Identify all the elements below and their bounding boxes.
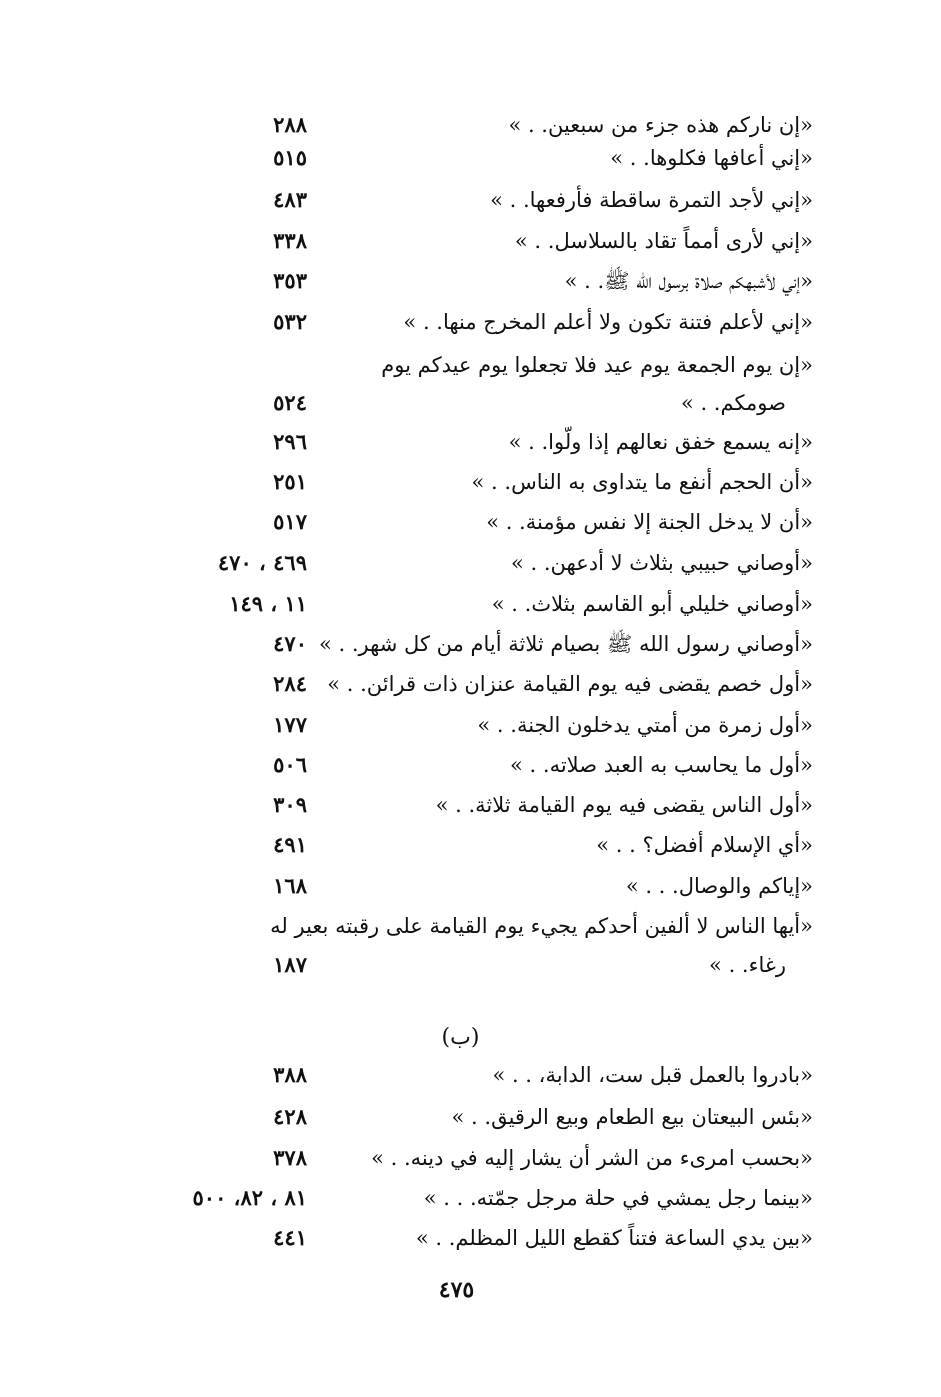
index-entry: [0, 866, 941, 906]
index-entry: [0, 705, 941, 745]
page-reference: ٥١٧: [273, 509, 307, 534]
page-reference: ٣٨٨: [273, 1062, 307, 1087]
page-reference: ٤٨٣: [273, 187, 307, 212]
index-entry: [0, 502, 941, 542]
index-entry: [0, 906, 941, 946]
page-reference: ١١ ، ١٤٩: [229, 591, 307, 616]
index-entry: [0, 180, 941, 220]
hadith-text: «أول خصم يقضى فيه يوم القيامة عنزان ذات قرائن. . »: [327, 672, 813, 696]
index-entry: [0, 664, 941, 704]
page-reference: ٥١٥: [273, 145, 307, 170]
page-reference: ٥٢٤: [273, 390, 307, 415]
index-entry: [0, 462, 941, 502]
page-reference: ٤٧٠: [273, 631, 307, 656]
index-entry: [0, 1218, 941, 1258]
page-reference: ٢٥١: [273, 469, 307, 494]
index-entry: [0, 138, 941, 178]
index-entry: [0, 1097, 941, 1137]
index-entry: [0, 383, 941, 423]
page-reference: ٣٥٣: [273, 268, 307, 293]
hadith-text: «بئس البيعتان بيع الطعام وبيع الرقيق. . »: [451, 1105, 813, 1129]
hadith-text: «أن الحجم أنفع ما يتداوى به الناس. . »: [471, 470, 813, 494]
hadith-text: «أول الناس يقضى فيه يوم القيامة ثلاثة. . »: [435, 793, 813, 817]
hadith-text: «إني لأجد التمرة ساقطة فأرفعها. . »: [490, 188, 813, 212]
index-entry: [0, 1138, 941, 1178]
page-reference: ٢٩٦: [273, 429, 307, 454]
page-reference: ٥٠٦: [273, 752, 307, 777]
hadith-text: «بحسب امرىء من الشر أن يشار إليه في دينه. . »: [371, 1146, 813, 1170]
hadith-text: «إنه يسمع خفق نعالهم إذا ولّوا. . »: [508, 430, 813, 454]
index-entry: [0, 345, 941, 385]
index-entry: [0, 1178, 941, 1218]
page-reference: ٥٣٢: [273, 309, 307, 334]
page-reference: ٢٨٤: [273, 671, 307, 696]
index-entry: [0, 422, 941, 462]
index-entry: [0, 825, 941, 865]
hadith-text: صومكم. . »: [680, 391, 786, 415]
hadith-text: «إياكم والوصال. . . »: [625, 874, 813, 898]
hadith-text: «إني لأرى أمماً تقاد بالسلاسل. . »: [514, 229, 813, 253]
hadith-text: «أول زمرة من أمتي يدخلون الجنة. . »: [477, 713, 813, 737]
page-number: ٤٧٥: [438, 1277, 475, 1303]
page-reference: ١٧٧: [273, 712, 307, 737]
index-entry: [0, 945, 941, 985]
index-entry: [0, 261, 941, 301]
index-entry: [0, 624, 941, 664]
page-reference: ٤٩١: [273, 832, 307, 857]
index-entry: [0, 221, 941, 261]
section-heading-ba: (ب): [441, 1025, 480, 1050]
page-reference: ٤٤١: [273, 1225, 307, 1250]
hadith-text: رغاء. . »: [709, 953, 786, 977]
index-entry: [0, 1055, 941, 1095]
hadith-text: «أوصاني خليلي أبو القاسم بثلاث. . »: [491, 592, 813, 616]
index-entry: [0, 785, 941, 825]
hadith-text: «أوصاني رسول الله ﷺ بصيام ثلاثة أيام من كل شهر. . »: [318, 632, 813, 656]
hadith-text: «بينما رجل يمشي في حلة مرجل جمّته. . . »: [423, 1186, 813, 1210]
page-reference: ٤٢٨: [273, 1104, 307, 1129]
hadith-text: «إني لأشبهكم صلاة برسول الله ﷺ. . »: [564, 269, 813, 293]
hadith-text: «أوصاني حبيبي بثلاث لا أدعهن. . »: [511, 551, 813, 575]
page-reference: ١٦٨: [273, 873, 307, 898]
hadith-text: «أيها الناس لا ألفين أحدكم يجيء يوم القيامة على رقبته بعير له: [270, 914, 813, 938]
hadith-text: «إني لأعلم فتنة تكون ولا أعلم المخرج منها. . »: [403, 310, 813, 334]
hadith-text: «إني أعافها فكلوها. . »: [610, 146, 813, 170]
page-reference: ٤٦٩ ، ٤٧٠: [217, 550, 307, 575]
index-entry: [0, 302, 941, 342]
page-reference: ٨١ ، ٨٢، ٥٠٠: [192, 1185, 307, 1210]
hadith-text: «إن ناركم هذه جزء من سبعين. . »: [508, 113, 813, 137]
index-entry: [0, 543, 941, 583]
page-reference: ٢٨٨: [273, 112, 307, 137]
hadith-text: «أي الإسلام أفضل؟ . . »: [596, 833, 813, 857]
index-entry: [0, 745, 941, 785]
page-reference: ٣٣٨: [273, 228, 307, 253]
page-reference: ٣٧٨: [273, 1145, 307, 1170]
hadith-text: «أن لا يدخل الجنة إلا نفس مؤمنة. . »: [486, 510, 813, 534]
page-reference: ٣٠٩: [273, 792, 307, 817]
hadith-text: «بادروا بالعمل قبل ست، الدابة، . . »: [492, 1063, 813, 1087]
hadith-text: «إن يوم الجمعة يوم عيد فلا تجعلوا يوم عيدكم يوم: [381, 353, 813, 377]
hadith-text: «أول ما يحاسب به العبد صلاته. . »: [510, 753, 813, 777]
index-entry: [0, 584, 941, 624]
page-reference: ١٨٧: [273, 952, 307, 977]
hadith-text: «بين يدي الساعة فتناً كقطع الليل المظلم. . »: [415, 1226, 813, 1250]
